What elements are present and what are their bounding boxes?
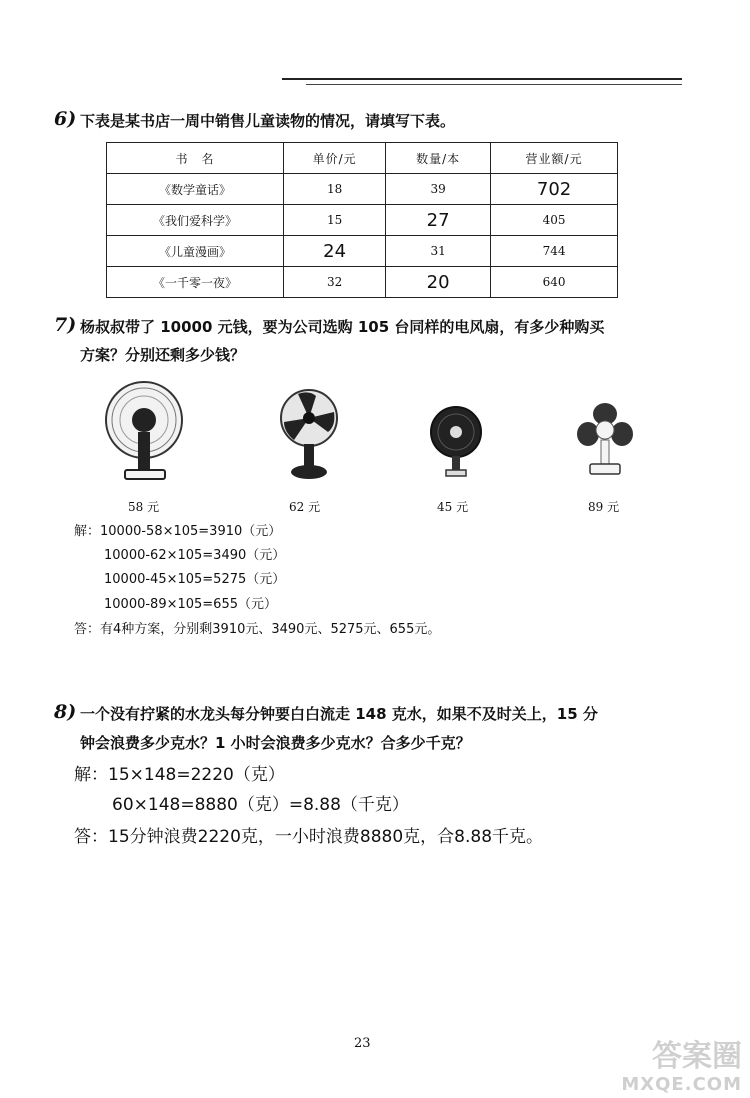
q8-solution-line2: 60×148=8880（克）=8.88（千克） bbox=[112, 795, 409, 815]
fan-2-price: 62 元 bbox=[289, 500, 321, 514]
table-row bbox=[107, 205, 618, 236]
watermark-logo bbox=[621, 1040, 742, 1095]
header-price: 单价/元 bbox=[284, 143, 386, 174]
cell-title: 《我们爱科学》 bbox=[107, 205, 284, 236]
fan-1-price: 58 元 bbox=[128, 500, 160, 514]
cell-quantity-answer: 27 bbox=[386, 205, 491, 236]
q8-solution-line1: 解：15×148=2220（克） bbox=[74, 765, 285, 785]
cell-title: 《数学童话》 bbox=[107, 174, 284, 205]
watermark-line2: MXQE.COM bbox=[621, 1074, 742, 1095]
cell-price: 15 bbox=[284, 205, 386, 236]
fan-3-price: 45 元 bbox=[437, 500, 469, 514]
q6-text: 下表是某书店一周中销售儿童读物的情况，请填写下表。 bbox=[80, 112, 456, 130]
cell-revenue: 405 bbox=[491, 205, 618, 236]
cell-revenue: 744 bbox=[491, 236, 618, 267]
fan-1-image bbox=[103, 380, 185, 488]
q8-number: 8) bbox=[54, 701, 77, 723]
q8-line1: 一个没有拧紧的水龙头每分钟要白白流走 148 克水，如果不及时关上，15 分 bbox=[80, 705, 598, 723]
q7-solution-line4: 10000-89×105=655（元） bbox=[104, 597, 277, 612]
table-header-row bbox=[107, 143, 618, 174]
q7-line1: 杨叔叔带了 10000 元钱，要为公司选购 105 台同样的电风扇，有多少种购买 bbox=[80, 318, 605, 336]
q7-answer: 答：有4种方案，分别剩3910元、3490元、5275元、655元。 bbox=[74, 622, 441, 637]
q8-line2: 钟会浪费多少克水？1 小时会浪费多少克水？合多少千克？ bbox=[80, 734, 471, 752]
q7-number: 7) bbox=[54, 314, 77, 336]
header-rule-thin bbox=[306, 84, 682, 85]
header-title: 书 名 bbox=[107, 143, 284, 174]
page-number: 23 bbox=[354, 1036, 371, 1051]
fan-3-image bbox=[426, 404, 486, 484]
q7-solution-line2: 10000-62×105=3490（元） bbox=[104, 548, 286, 563]
cell-quantity: 39 bbox=[386, 174, 491, 205]
cell-price: 32 bbox=[284, 267, 386, 298]
sales-table bbox=[106, 142, 618, 298]
cell-quantity: 31 bbox=[386, 236, 491, 267]
cell-revenue-answer: 702 bbox=[491, 174, 618, 205]
table-row bbox=[107, 267, 618, 298]
cell-title: 《儿童漫画》 bbox=[107, 236, 284, 267]
fan-4-price: 89 元 bbox=[588, 500, 620, 514]
fan-4-image bbox=[574, 398, 636, 484]
cell-price: 18 bbox=[284, 174, 386, 205]
cell-quantity-answer: 20 bbox=[386, 267, 491, 298]
header-quantity: 数量/本 bbox=[386, 143, 491, 174]
q7-solution-line1: 解：10000-58×105=3910（元） bbox=[74, 524, 282, 539]
cell-title: 《一千零一夜》 bbox=[107, 267, 284, 298]
header-revenue: 营业额/元 bbox=[491, 143, 618, 174]
watermark-line1: 答案圈 bbox=[652, 1039, 742, 1074]
fan-2-image bbox=[276, 388, 342, 484]
q6-number: 6) bbox=[54, 108, 77, 130]
table-row bbox=[107, 236, 618, 267]
q7-line2: 方案？分别还剩多少钱？ bbox=[80, 346, 246, 364]
table-row bbox=[107, 174, 618, 205]
q7-solution-line3: 10000-45×105=5275（元） bbox=[104, 572, 286, 587]
q8-answer: 答：15分钟浪费2220克，一小时浪费8880克，合8.88千克。 bbox=[74, 827, 544, 847]
cell-price-answer: 24 bbox=[284, 236, 386, 267]
header-rule-thick bbox=[282, 78, 682, 80]
cell-revenue: 640 bbox=[491, 267, 618, 298]
